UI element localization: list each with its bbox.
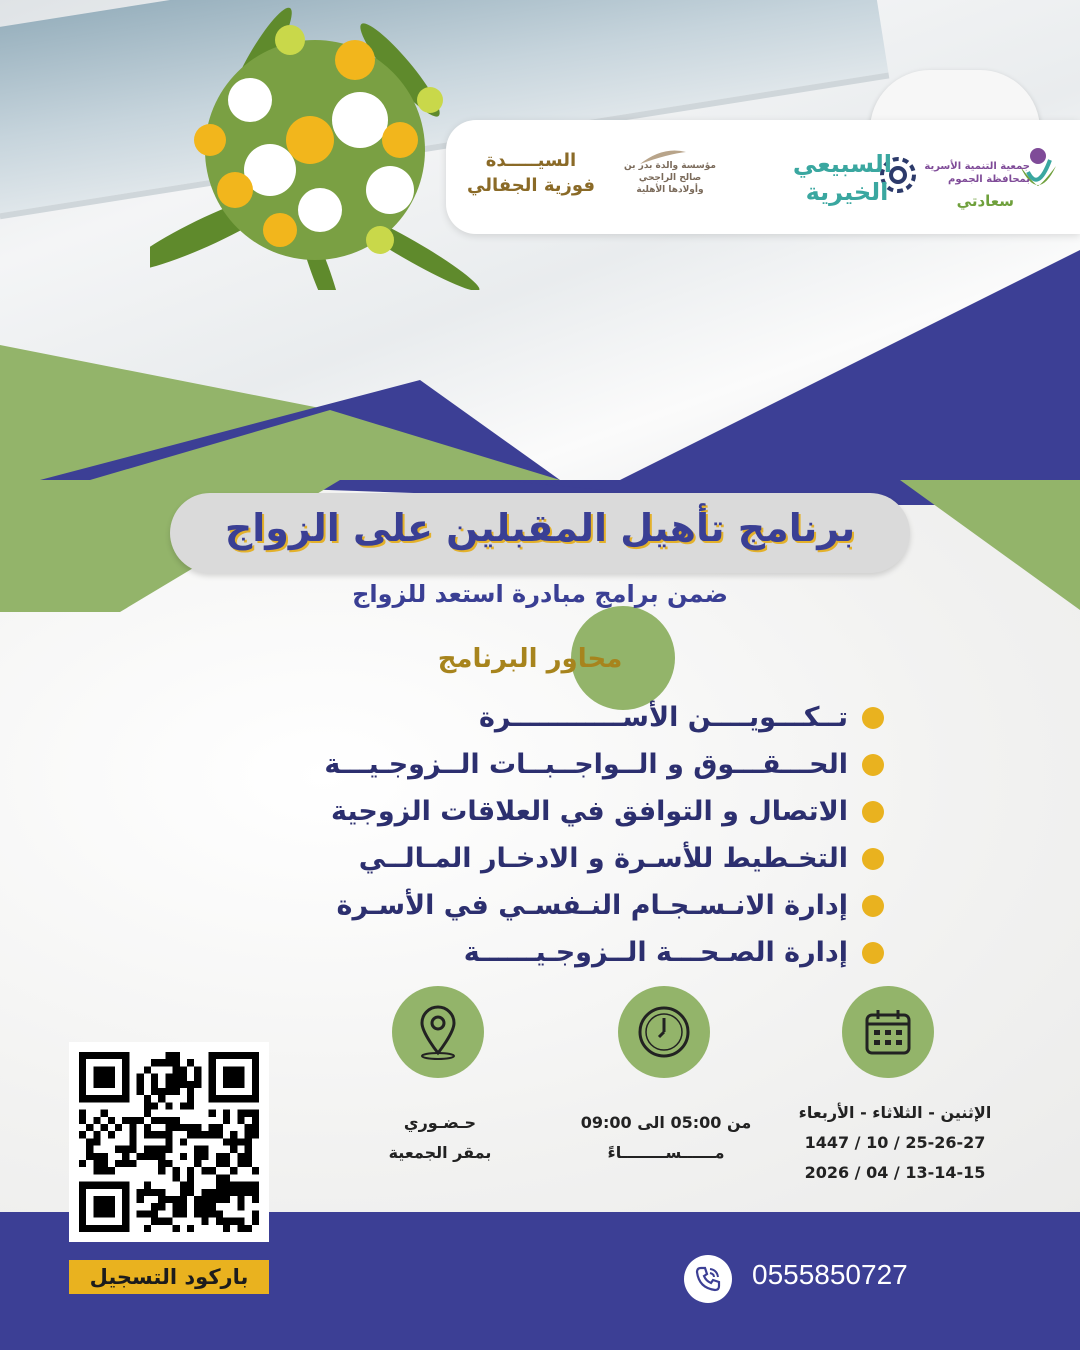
subaie-name-line2: الخيرية — [805, 178, 889, 206]
bullet-dot-icon — [862, 801, 884, 823]
list-item — [244, 694, 884, 741]
topic-text: التخـطيط للأسـرة و الادخـار المـالــي — [358, 843, 848, 874]
calendar-circle — [842, 986, 934, 1078]
subtitle: ضمن برامج مبادرة استعد للزواج — [352, 580, 728, 608]
topic-text: الحـــقـــوق و الــواجــبــات الــزوجـيـــة — [324, 749, 848, 780]
qr-label: باركود التسجيل — [69, 1260, 269, 1294]
phone-number[interactable]: 0555850727 — [752, 1259, 908, 1290]
schedule-days: الإثنين - الثلاثاء - الأربعاء — [798, 1103, 992, 1122]
subaie-name-line1: السبيعي — [792, 150, 892, 178]
list-item — [244, 741, 884, 788]
saadah-word: سعادتي — [956, 192, 1014, 210]
bullet-dot-icon — [862, 942, 884, 964]
bullet-dot-icon — [862, 895, 884, 917]
time-range: من 05:00 الى 09:00 — [580, 1113, 752, 1132]
list-item — [244, 788, 884, 835]
saadah-org-name: جمعية التنمية الأسرية بمحافظة الجموم — [924, 161, 1030, 185]
bullet-dot-icon — [862, 848, 884, 870]
schedule-gregorian-date: 13-14-15 / 04 / 2026 — [804, 1163, 986, 1182]
phone-icon — [693, 1264, 723, 1294]
clock-icon — [635, 1003, 693, 1061]
list-item — [244, 835, 884, 882]
rajhi-foundation-name: مؤسسة والدة بدر بن صالح الراجحي وأولادها الأهلية — [624, 161, 716, 195]
bullet-dot-icon — [862, 754, 884, 776]
time-period: مــــــســــــــاءً — [607, 1143, 725, 1162]
schedule-hijri-date: 25-26-27 / 10 / 1447 — [804, 1133, 986, 1152]
location-pin-icon — [414, 1003, 462, 1061]
fawzia-name-line2: فوزية الجفالي — [467, 175, 595, 196]
list-item — [244, 882, 884, 929]
topic-text: إدارة الانـسـجـام النـفسـي في الأسـرة — [336, 890, 848, 921]
topics-list — [244, 694, 884, 976]
phone-button[interactable] — [684, 1255, 732, 1303]
location-circle — [392, 986, 484, 1078]
sponsor-logos-bar — [446, 120, 1080, 234]
location-info — [360, 1110, 520, 1166]
attendance-type: حـضـوري — [403, 1113, 477, 1132]
fawzia-name-line1: السيـــــدة — [485, 150, 577, 171]
topic-text: تــكـــويــــن الأســــــــــــرة — [478, 702, 848, 733]
topic-text: الاتصال و التوافق في العلاقات الزوجية — [331, 796, 848, 827]
qr-code-icon — [79, 1052, 259, 1232]
clock-circle — [618, 986, 710, 1078]
topic-text: إدارة الصـحـــة الــزوجـيــــــة — [463, 937, 848, 968]
page-title: برنامج تأهيل المقبلين على الزواج — [224, 506, 856, 550]
calendar-icon — [862, 1006, 914, 1058]
time-info — [566, 1110, 766, 1166]
program-axes-title: محاور البرنامج — [437, 644, 623, 674]
list-item — [244, 929, 884, 976]
schedule-info — [780, 1100, 1010, 1186]
bullet-dot-icon — [862, 707, 884, 729]
registration-qr-code[interactable] — [69, 1042, 269, 1242]
venue: بمقر الجمعية — [388, 1143, 492, 1162]
